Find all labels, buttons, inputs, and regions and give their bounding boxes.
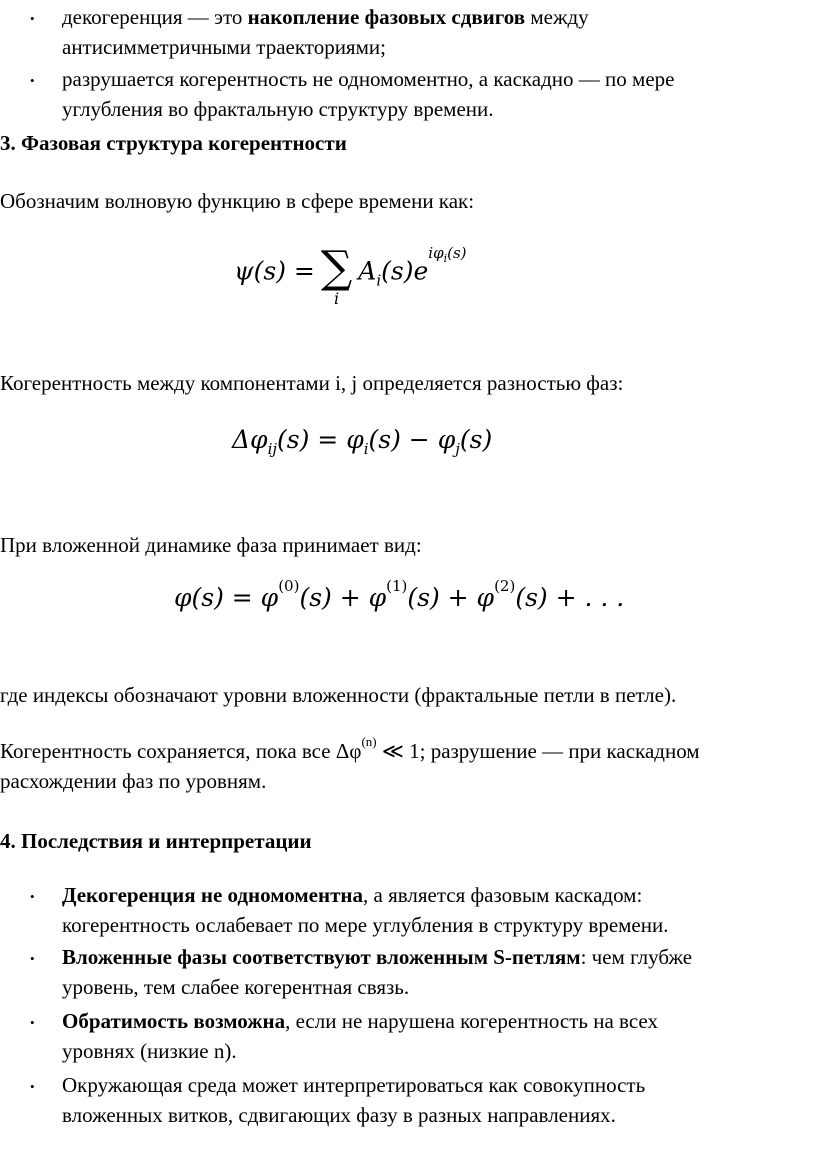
formula-sup: iφ — [428, 244, 444, 263]
formula-sup: (1) — [386, 576, 408, 595]
formula-part: A — [358, 256, 377, 286]
paragraph-text: Когерентность сохраняется, пока все Δφ — [0, 739, 362, 763]
list-item — [62, 1006, 810, 1066]
paragraph-text: ≪ 1; разрушение — при каскадном — [376, 739, 700, 763]
list-item — [62, 2, 810, 62]
list-item — [62, 942, 810, 1002]
list-item-text-line2: вложенных витков, сдвигающих фазу в разных направлениях. — [62, 1103, 616, 1127]
bullet-marker: • — [30, 889, 35, 904]
formula-part: (s) + φ — [407, 583, 495, 612]
formula-part: Δφ — [232, 425, 268, 454]
formula-sub: i — [363, 440, 369, 458]
sigma-glyph: ∑ — [320, 242, 353, 293]
list-item-text: , а является фазовым каскадом: — [363, 883, 643, 907]
paragraph: Обозначим волновую функцию в сфере времени как: — [0, 189, 475, 213]
formula-part: (s) − φ — [368, 425, 456, 454]
bullet-marker: • — [30, 11, 35, 26]
list-item-bold: Обратимость возможна — [62, 1009, 286, 1033]
list-item — [62, 880, 810, 940]
list-item-text: декогеренция — это — [62, 5, 248, 29]
list-item-text: , если не нарушена когерентность на всех — [285, 1009, 658, 1033]
list-item-text: между — [525, 5, 589, 29]
formula-part: (s) + . . . — [515, 583, 625, 612]
formula-sup: (2) — [494, 576, 516, 595]
bullet-marker: • — [30, 1079, 35, 1094]
formula-part: (s)e — [381, 256, 429, 286]
bullet-marker: • — [30, 951, 35, 966]
formula-part: (s) = φ — [277, 425, 364, 454]
list-item-text-line2: антисимметричными траекториями; — [62, 35, 386, 59]
paragraph-sup: (n) — [361, 734, 377, 749]
list-item-bold: Декогеренция не одномоментна — [62, 883, 363, 907]
bullet-marker: • — [30, 1015, 35, 1030]
paragraph: где индексы обозначают уровни вложенности (фрактальные петли в петле). — [0, 683, 677, 707]
list-item-text-line2: уровень, тем слабее когерентная связь. — [62, 975, 410, 999]
formula-sup: (s) — [447, 244, 467, 263]
formula-part: φ(s) = φ — [174, 583, 279, 612]
formula-sup: (0) — [278, 576, 300, 595]
paragraph: Когерентность между компонентами i, j определяется разностью фаз: — [0, 371, 624, 395]
list-item-text: Окружающая среда может интерпретироваться как совокупность — [62, 1073, 646, 1097]
sum-index: i — [333, 289, 340, 308]
formula-sup-sub: i — [443, 252, 448, 266]
list-item-text-line2: когерентность ослабевает по мере углубления в структуру времени. — [62, 913, 669, 937]
formula-sub: i — [376, 271, 382, 290]
section-heading: 4. Последствия и интерпретации — [0, 829, 312, 853]
list-item-text: : чем глубже — [580, 945, 693, 969]
list-item-text-line2: углубления во фрактальную структуру времени. — [62, 97, 494, 121]
list-item-bold: накопление фазовых сдвигов — [247, 5, 526, 29]
paragraph: При вложенной динамике фаза принимает вид: — [0, 533, 422, 557]
formula-nested-phase — [174, 576, 625, 616]
bullet-marker: • — [30, 73, 35, 88]
formula-part: (s) + φ — [299, 583, 387, 612]
formula-phase-difference — [232, 422, 492, 458]
list-item-bold: Вложенные фазы соответствуют вложенным S-петлям — [62, 945, 581, 969]
list-item — [62, 1070, 810, 1130]
paragraph — [0, 736, 700, 766]
formula-sub: j — [455, 440, 460, 458]
section-heading: 3. Фазовая структура когерентности — [0, 131, 347, 155]
formula-part: ψ(s) = — [234, 256, 315, 286]
formula-wavefunction — [234, 242, 467, 308]
list-item — [62, 64, 810, 124]
sum-symbol — [320, 242, 353, 308]
formula-sub: ij — [267, 440, 278, 458]
formula-part: (s) — [459, 425, 493, 454]
list-item-text: разрушается когерентность не одномоментно, а каскадно — по мере — [62, 67, 675, 91]
list-item-text-line2: уровнях (низкие n). — [62, 1039, 237, 1063]
paragraph-line2: расхождении фаз по уровням. — [0, 769, 267, 793]
